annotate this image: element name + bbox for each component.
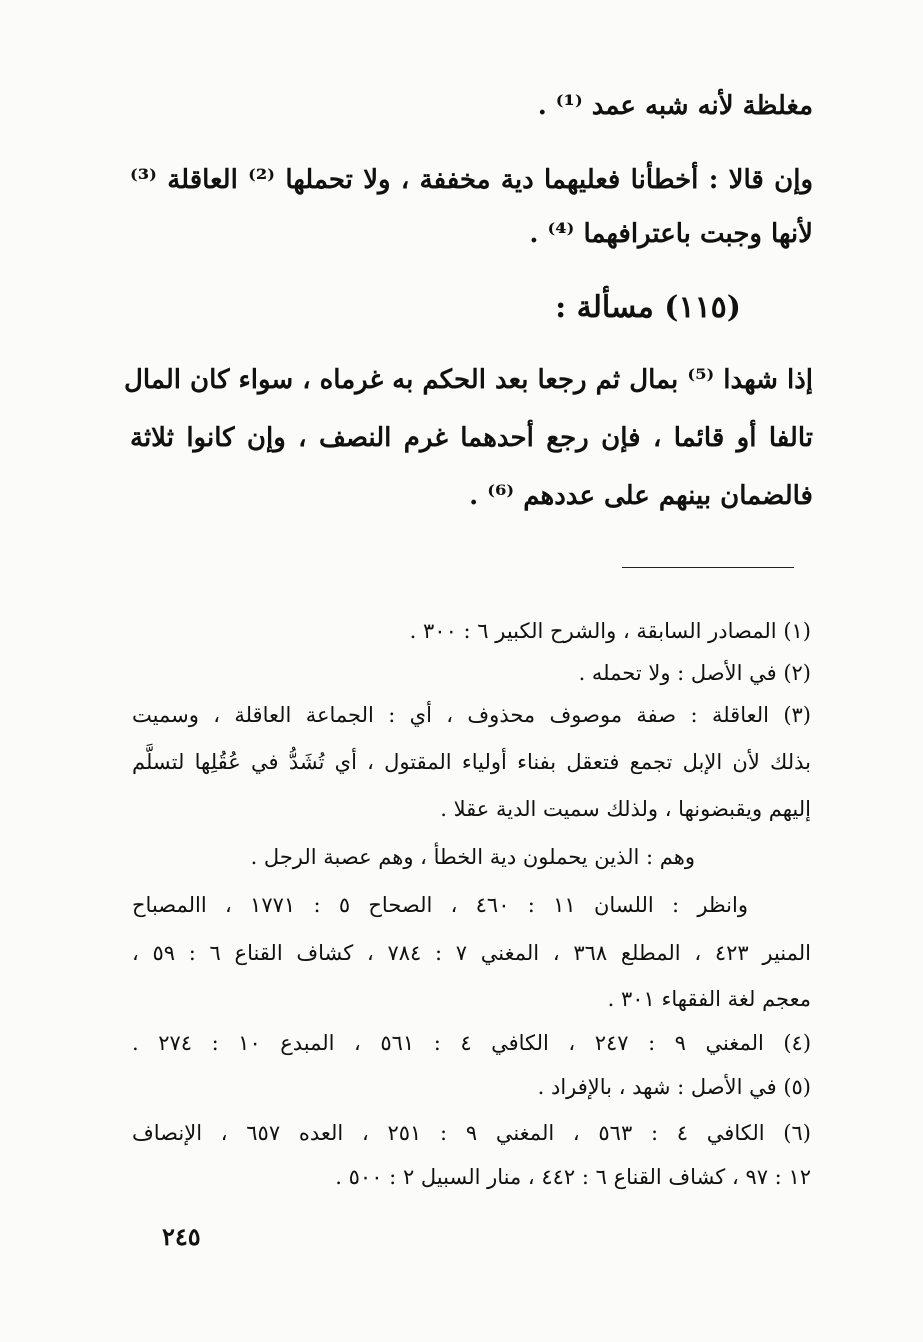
issue-text-line: فالضمان بينهم على عددهم ⁽⁶⁾ . [469,481,813,511]
footnote-line: بذلك لأن الإبل تجمع فتعقل بفناء أولياء المقتول ، أي تُشَدُّ في عُقُلِها لتسلَّم [132,750,811,774]
footnote-line: وهم : الذين يحملون دية الخطأ ، وهم عصبة الرجل . [250,845,695,869]
footnote-line: (٤) المغني ٩ : ٢٤٧ ، الكافي ٤ : ٥٦١ ، المبدع ١٠ : ٢٧٤ . [132,1031,812,1055]
footnote-line: المنير ٤٢٣ ، المطلع ٣٦٨ ، المغني ٧ : ٧٨٤ ، كشاف القناع ٦ : ٥٩ ، [132,941,811,965]
issue-text-line: تالفا أو قائما ، فإن رجع أحدهما غرم النصف ، وإن كانوا ثلاثة [130,423,813,453]
footnote-line: معجم لغة الفقهاء ٣٠١ . [607,987,811,1011]
footnote-separator [622,567,794,568]
main-text-line: لأنها وجبت باعترافهما ⁽⁴⁾ . [529,219,813,249]
footnote-line: (٥) في الأصل : شهد ، بالإفراد . [537,1075,811,1099]
main-text-line: مغلظة لأنه شبه عمد ⁽¹⁾ . [537,91,813,121]
footnote-line: إليهم ويقبضونها ، ولذلك سميت الدية عقلا . [440,797,811,821]
footnote-line: (٦) الكافي ٤ : ٥٦٣ ، المغني ٩ : ٢٥١ ، العده ٦٥٧ ، الإنصاف [132,1121,811,1145]
issue-heading: (١١٥) مسألة : [555,290,741,325]
footnote-line: (٢) في الأصل : ولا تحمله . [578,661,811,685]
footnote-line: ١٢ : ٩٧ ، كشاف القناع ٦ : ٤٤٢ ، منار السبيل ٢ : ٥٠٠ . [335,1165,811,1189]
footnote-line: (١) المصادر السابقة ، والشرح الكبير ٦ : ٣٠٠ . [409,619,811,643]
footnote-line: وانظر : اللسان ١١ : ٤٦٠ ، الصحاح ٥ : ١٧٧١ ، االمصباح [132,893,748,917]
main-text-line: وإن قالا : أخطأنا فعليهما دية مخففة ، ولا تحملها ⁽²⁾ العاقلة ⁽³⁾ [130,165,813,195]
issue-text-line: إذا شهدا ⁽⁵⁾ بمال ثم رجعا بعد الحكم به غرماه ، سواء كان المال [124,365,813,395]
page-number: ٢٤٥ [162,1222,201,1251]
footnote-line: (٣) العاقلة : صفة موصوف محذوف ، أي : الجماعة العاقلة ، وسميت [132,703,811,727]
